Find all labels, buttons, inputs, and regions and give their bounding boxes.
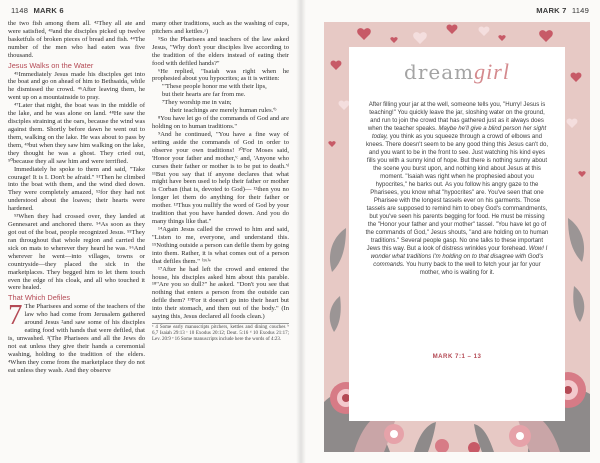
quote-line: "'These people honor me with their lips,: [162, 83, 267, 91]
footnotes: ᵃ 4 Some early manuscripts pitchers, kettles and dining couches ᵇ 6,7 Isaiah 29:13 ᶜ 10 Exodus 20:12; Deut. 5:16 ᵈ 10 Exodus 21:17; Lev. 20:9 ᵉ 16 Some manuscripts include here the words of 4:23.: [152, 325, 289, 342]
paragraph: the two fish among them all. ⁴²They all ate and were satisfied, ⁴³and the disciples picked up twelve basketfuls of broken pieces of bread and fish. ⁴⁴The number of the men who had eaten was five thousand.: [8, 20, 145, 59]
heart-icon: [571, 73, 582, 82]
title-accent: girl: [474, 59, 510, 84]
quote-line: ⁷They worship me in vain;: [162, 99, 232, 107]
right-page-number: 1149: [571, 6, 589, 15]
section-heading-that-which-defiles: That Which Defiles: [8, 293, 71, 303]
left-running-head: [8, 6, 64, 15]
devotional-title: [349, 61, 565, 83]
paragraph-text: The Pharisees and some of the teachers of the law who had come from Jerusalem gathered around Jesus ²and saw some of his disciples eating food with hands that were defiled, that is, unwashed. ³(The Pharisees and all the Jews do not eat unless they give their hands a ceremonial washing, holding to the tradition of the elders. ⁴When they come from the marketplace they do not eat unless they wash. And they observe: [8, 303, 145, 374]
heart-icon: [357, 28, 371, 40]
devotional-body: [365, 101, 549, 277]
heart-icon: [498, 35, 505, 41]
heart-icon: [390, 37, 397, 43]
heart-icon: [479, 27, 490, 36]
book-gutter: [296, 0, 306, 463]
quote-line: their teachings are merely human rules.'ᵇ: [170, 107, 277, 115]
chapter-number-dropcap: 7: [8, 299, 23, 332]
right-running-head: [536, 6, 592, 15]
right-page: [300, 0, 600, 463]
heart-icon: [328, 141, 335, 147]
paragraph: ¹⁴Again Jesus called the crowd to him and said, "Listen to me, everyone, and understand this. ¹⁵Nothing outside a person can defile them by going into them. Rather, it is what comes out of a person that defiles them." ⁽¹⁶⁾ᵉ: [152, 225, 289, 265]
paragraph: ¹⁷After he had left the crowd and entered the house, his disciples asked him about this parable. ¹⁸"Are you so dull?" he asked. "Don't you see that nothing that enters a person from the outside can defile them? ¹⁹For it doesn't go into their heart but into their stomach, and then out of the body." (In saying this, Jesus declared all foods clean.): [152, 265, 289, 321]
left-column-1: [8, 20, 145, 375]
scripture-reference: MARK 7:1 – 13: [432, 353, 482, 360]
devotional-text: You hurry back to the well to fetch your jar for your mother, who is waiting for it.: [404, 262, 541, 276]
left-column-2: [152, 20, 289, 342]
title-main: dream: [404, 60, 475, 84]
devotional-text: you think as you squeeze through a crowd of elbows and knees. There doesn't seem to be any good thing this Jesus can't do, and you want to be in the front to see. Just watching his kind eyes fills you with a sunny kind of hope. But there is nothing sunny about the scene you burst upon, and nothing kind about Jesus at this moment. "Isaiah was right when he prophesied about you hypocrites," he barks out. As you follow his angry gaze to the Pharisees, you know what "hypocrites" are. You've seen that one Pharisee with the longest tassels ever on his garments. Those tassels are supposed to remind him to obey God's commandments, but you've seen his parents begging for food. He must be missing the "Honor your father and your mother" tassel. "You have let go of the commands of God," Jesus shouts, "and are holding on to human traditions." Several people gasp. No one talks to these important Jews this way. But a look of distress wrinkles your forehead.: [365, 134, 549, 252]
paragraph: ⁵³When they had crossed over, they landed at Gennesaret and anchored there. ⁵⁴As soon as they got out of the boat, people recognized Jesus. ⁵⁵They ran throughout that whole region and carried the sick on mats to wherever they heard he was. ⁵⁶And wherever he went—into villages, towns or countryside—they placed the sick in the marketplaces. They begged him to let them touch even the edge of his cloak, and all who touched it were healed.: [8, 213, 145, 292]
devotional-italic-thought: Wow! I wonder what traditions I'm holding on to that disagree with God's commands.: [370, 246, 548, 268]
paragraph: ⁸You have let go of the commands of God and are holding on to human traditions.": [152, 115, 289, 130]
paragraph: ⁴⁵Immediately Jesus made his disciples get into the boat and go on ahead of him to Bethsaida, while he dismissed the crowd. ⁴⁶After leaving them, he went up on a mountainside to pray.: [8, 70, 145, 102]
devotional-italic-thought: Maybe he'll give a blind person her sight today,: [372, 126, 547, 140]
paragraph: ⁴⁷Later that night, the boat was in the middle of the lake, and he was alone on land. ⁴⁸He saw the disciples straining at the oars, because the wind was against them. Shortly before dawn he went out to them, walking on the lake. He was about to pass by them, ⁴⁹but when they saw him walking on the lake, they thought he was a ghost. They cried out, ⁵⁰because they all saw him and were terrified.: [8, 102, 145, 165]
devotional-text: After filling your jar at the well, someone tells you, "Hurry! Jesus is teaching!" You quickly leave the jar, sloshing water on the ground, and run to join the crowd that has gathered just as it always does when the teacher speaks.: [367, 102, 546, 132]
section-heading-walks-on-water: Jesus Walks on the Water: [8, 60, 94, 70]
heart-icon: [567, 119, 578, 128]
heart-icon: [339, 101, 350, 110]
devotional-card: [324, 22, 590, 452]
left-book-label: MARK 6: [33, 6, 64, 15]
paragraph: many other traditions, such as the washing of cups, pitchers and kettles.ᵃ): [152, 20, 289, 35]
devotional-content: [349, 47, 565, 421]
paragraph: Immediately he spoke to them and said, "Take courage! It is I. Don't be afraid." ⁵¹Then he climbed into the boat with them, and the wind died down. They were completely amazed, ⁵²for they had not understood about the loaves; their hearts were hardened.: [8, 165, 145, 213]
heart-icon: [447, 25, 458, 34]
paragraph: ⁵So the Pharisees and teachers of the law asked Jesus, "Why don't your disciples live according to the tradition of the elders instead of eating their food with defiled hands?": [152, 35, 289, 67]
chapter-opening-paragraph: [8, 299, 145, 374]
right-book-label: MARK 7: [536, 6, 567, 15]
heart-icon: [539, 30, 553, 42]
paragraph: ⁹And he continued, "You have a fine way of setting aside the commands of God in order to observe your own traditions! ¹⁰For Moses said, 'Honor your father and mother,'ᶜ and, 'Anyone who curses their father or mother is to be put to death.'ᵈ ¹¹But you say that if anyone declares that what might have been used to help their father or mother is Corban (that is, devoted to God)— ¹²then you no longer let them do anything for their father or mother. ¹³Thus you nullify the word of God by your tradition that you have handed down. And you do many things like that.": [152, 130, 289, 226]
quote-line: but their hearts are far from me.: [162, 91, 246, 99]
left-page-number: 1148: [11, 6, 29, 15]
heart-icon: [578, 171, 585, 177]
paragraph: ⁶He replied, "Isaiah was right when he prophesied about you hypocrites; as it is written:: [152, 67, 289, 83]
heart-icon: [413, 32, 427, 44]
heart-icon: [331, 61, 342, 70]
